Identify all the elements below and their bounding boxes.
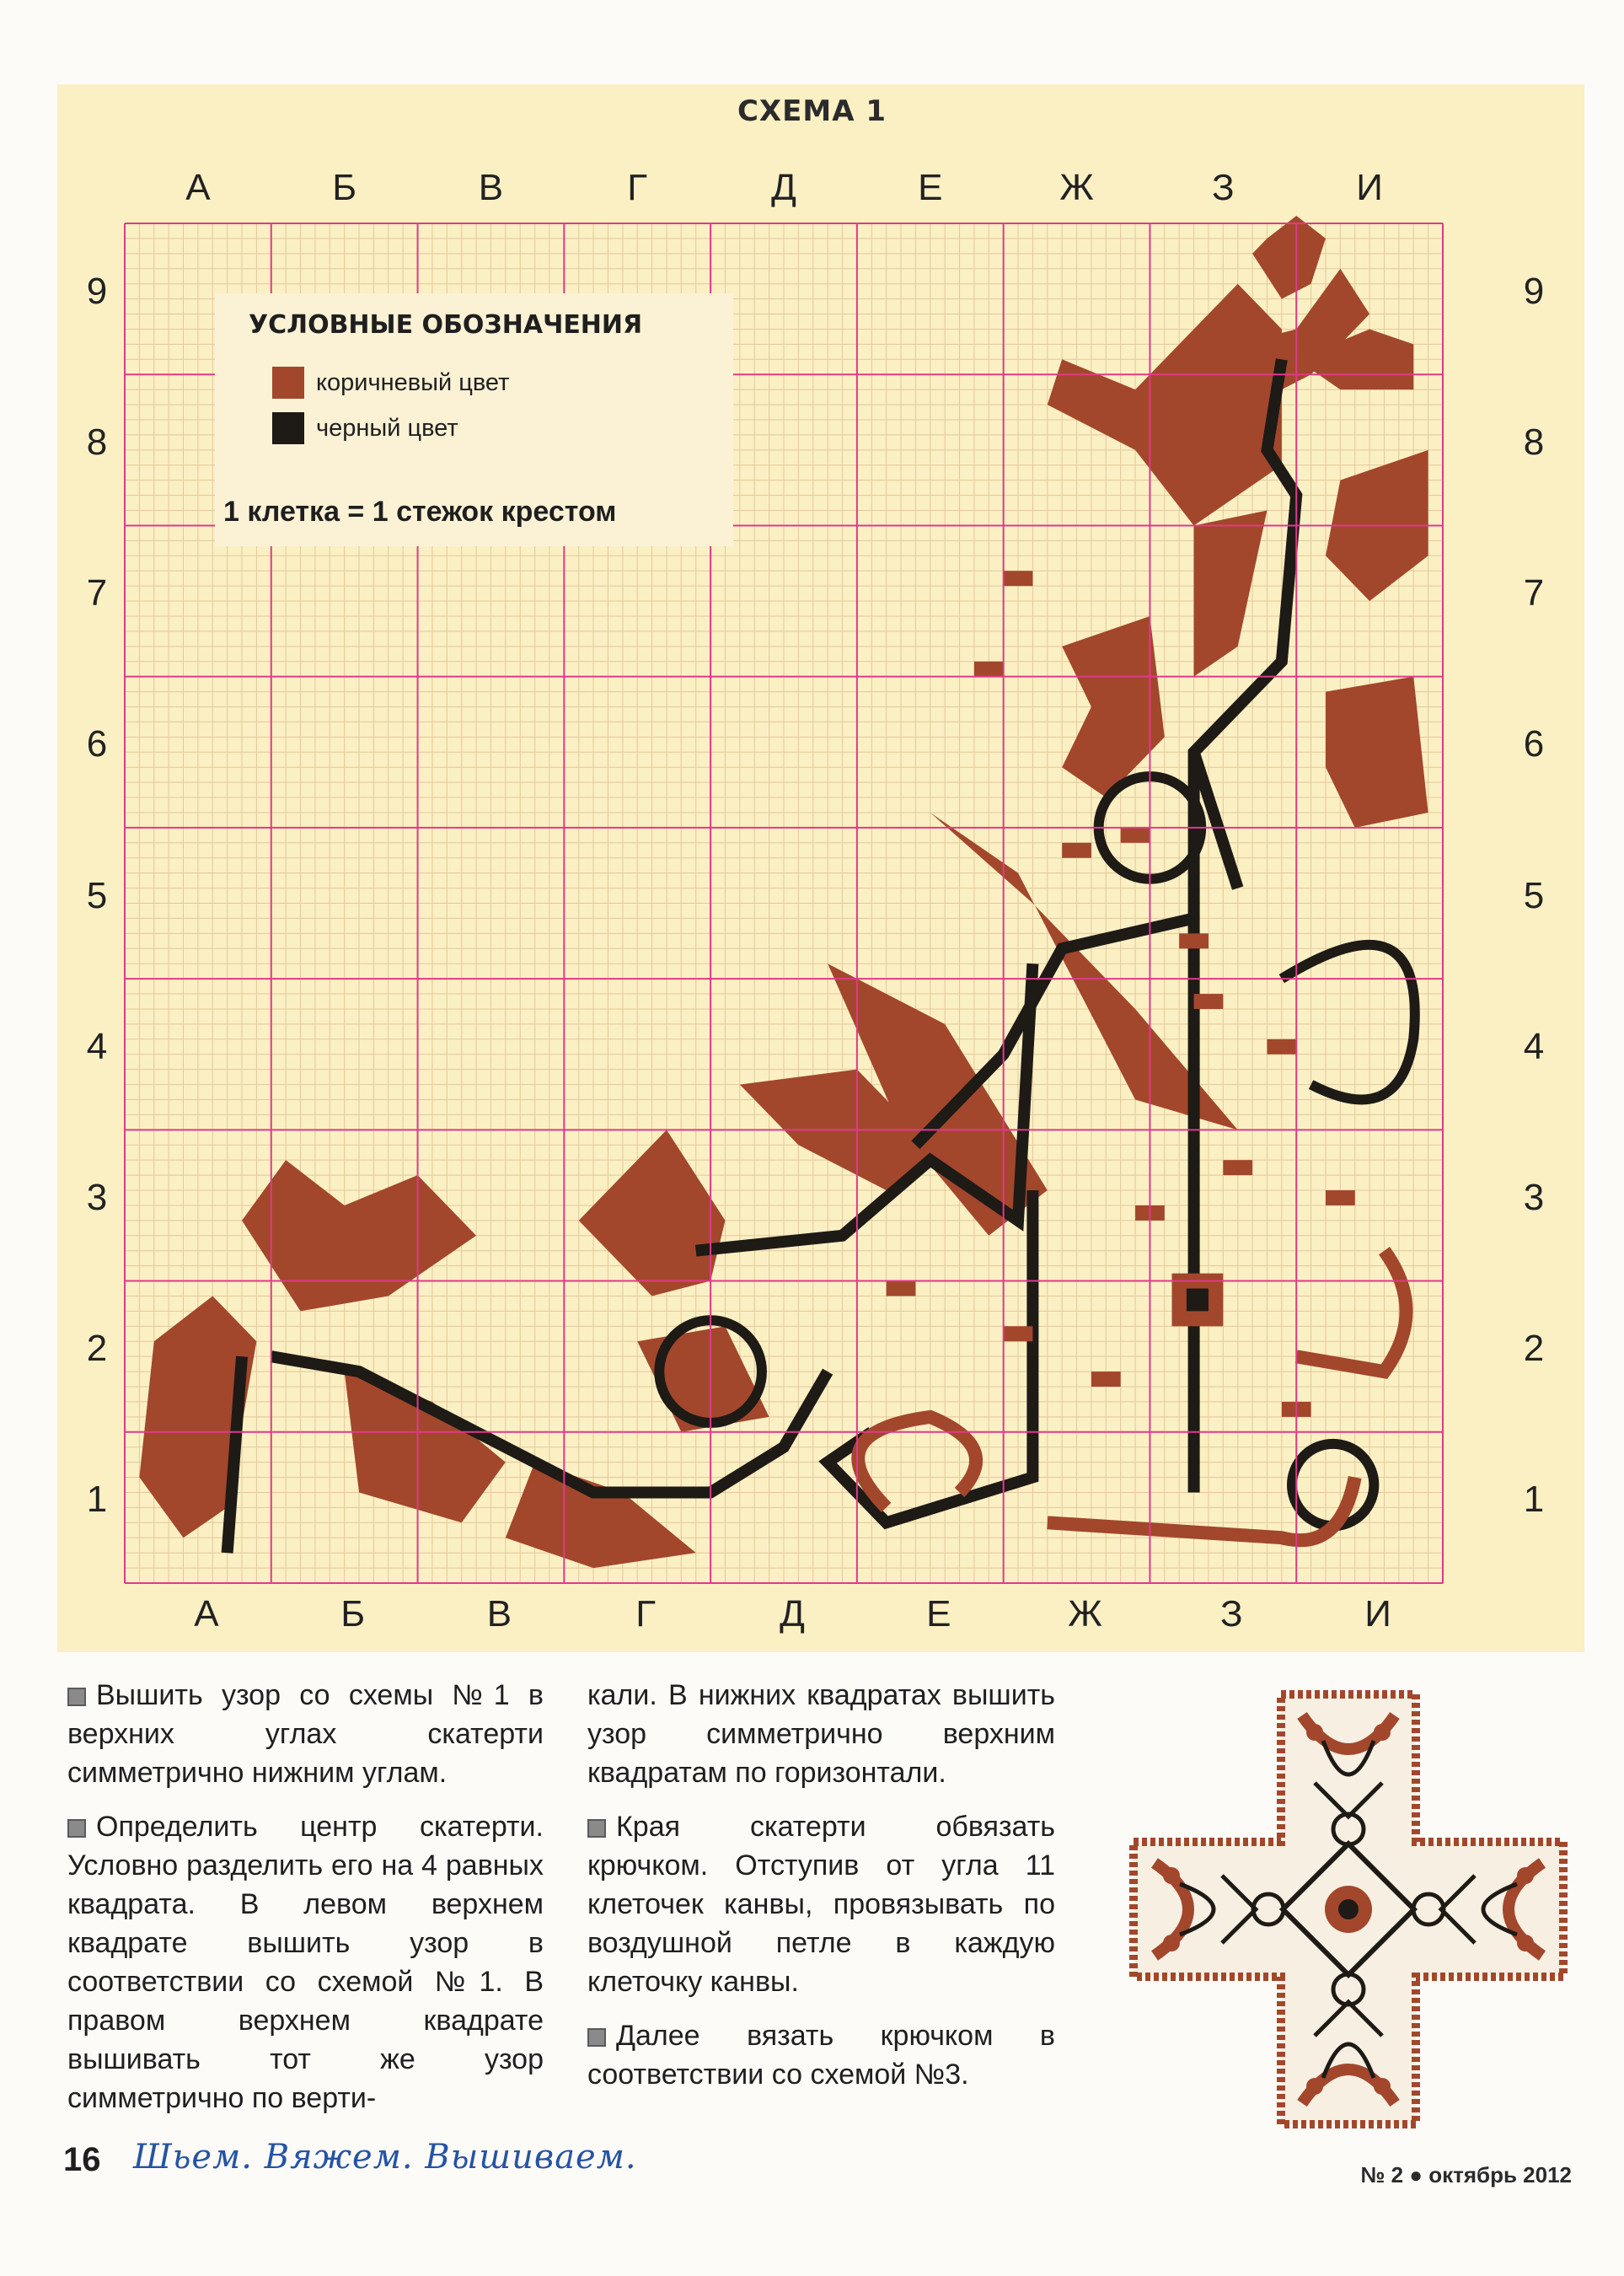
column-label-bottom: И [1364,1593,1391,1635]
legend-label-brown: коричневый цвет [316,368,510,396]
column-label-bottom: А [194,1593,219,1635]
column-label-bottom: З [1220,1593,1243,1635]
brown-stitch [1121,828,1150,843]
column-label-top: Ж [1059,167,1094,208]
row-label-left: 7 [86,572,108,615]
preview-bud [1374,1724,1391,1741]
preview-bud [1163,1867,1180,1884]
square-bullet-icon [587,1819,606,1838]
brown-stitch [1062,843,1091,858]
brown-stitch [1267,1039,1296,1055]
legend-title: УСЛОВНЫЕ ОБОЗНАЧЕНИЯ [249,310,643,340]
row-label-left: 8 [86,421,108,463]
instruction-paragraph: Далее вязать крючком в соответствии со схемой №3. [587,2020,1055,2091]
scheme-title: СХЕМА 1 [737,94,887,128]
column-label-bottom: Б [340,1593,366,1635]
black-swatch [272,412,304,444]
legend-item-black [272,411,458,445]
row-label-right: 3 [1523,1176,1545,1218]
page-number: 16 [63,2141,101,2178]
row-label-right: 4 [1523,1025,1545,1067]
column-label-top: В [478,167,504,208]
row-label-left: 3 [86,1176,108,1218]
row-label-left: 5 [86,874,108,916]
row-label-left: 4 [86,1025,108,1067]
leaf-v-low [506,1463,696,1568]
top-bud [1252,216,1326,299]
ring-z [1292,1444,1374,1526]
column-label-bottom: Ж [1068,1593,1102,1635]
square-bullet-icon [587,2028,606,2047]
legend [215,293,733,546]
row-label-left: 9 [86,270,108,312]
brown-stitch [1179,933,1209,948]
square-bullet-icon [67,1688,86,1706]
star-center [1187,1289,1209,1312]
instruction-paragraph: Определить центр скатерти. Условно разделить его на 4 равных квадрата. В левом верхнем квадрате вышить узор в соответствии со схемой №1. В правом верхнем квадрате вышивать тот же узор симметрично по верти- [67,1811,544,2114]
column-label-top: Д [771,167,796,208]
preview-bud [1517,1867,1534,1884]
leaf-b-low [345,1372,506,1522]
column-label-top: Б [332,167,357,208]
preview-bud [1374,2078,1391,2095]
preview-bud [1306,1724,1323,1741]
column-label-top: Е [918,167,943,208]
brown-stitch [1326,1190,1355,1205]
row-label-right: 2 [1523,1328,1545,1370]
brown-stitch [1209,571,1238,586]
curl-leaf-6 [1194,511,1268,677]
scroll-4 [1282,945,1415,1100]
instructions-right-column [587,1676,1055,2109]
row-label-right: 6 [1523,723,1545,765]
row-label-left: 1 [86,1479,108,1521]
column-label-top: З [1212,167,1235,208]
row-label-right: 5 [1523,874,1545,916]
legend-rule: 1 клетка = 1 стежок крестом [223,496,617,528]
column-label-bottom: В [486,1593,512,1635]
preview-bud [1306,2078,1323,2095]
instruction-paragraph: Вышить узор со схемы №1 в верхних углах скатерти симметрично нижним углам. [67,1679,544,1789]
legend-item-brown [272,366,509,400]
brown-stitch [1223,1160,1252,1175]
brown-swatch [272,367,304,399]
column-label-top: Г [627,167,648,208]
column-label-bottom: Г [635,1593,657,1635]
brown-stitch [1091,1372,1121,1387]
row-label-right: 7 [1523,572,1545,615]
row-label-left: 2 [86,1328,108,1370]
row-label-right: 9 [1523,270,1545,312]
column-label-top: А [185,167,211,208]
row-label-right: 1 [1523,1479,1545,1521]
instruction-paragraph: Края скатерти обвязать крючком. Отступив от угла 11 клеточек канвы, провязывать по воздушной петле в каждую клеточку канвы. [587,1811,1055,1998]
brown-stitch [1004,571,1033,586]
brown-stitch [1004,1326,1033,1341]
preview-bud [1163,1935,1180,1951]
right-leaf-5 [1326,677,1428,828]
brown-stitch [887,1281,916,1296]
instructions-left-column [67,1676,544,2133]
preview-center-dot [1338,1899,1359,1919]
legend-label-black: черный цвет [316,414,458,442]
row-label-left: 6 [86,723,108,765]
tablecloth-preview-image [1125,1677,1572,2141]
bottom-brown-line [1048,1478,1355,1541]
column-label-bottom: Д [780,1593,805,1635]
brown-stitch [1194,994,1224,1009]
brown-stitch [974,662,1004,677]
magazine-title: Шьем. Вяжем. Вышиваем. [133,2138,637,2177]
issue-info: № 2 ● октябрь 2012 [1360,2162,1572,2187]
row-label-right: 8 [1523,421,1545,463]
tulip-flower-g [579,1130,726,1296]
instruction-paragraph: кали. В нижних квадратах вышить узор симметрично верхним квадратам по горизонтали. [587,1679,1055,1789]
column-label-bottom: Е [926,1593,951,1635]
column-label-top: И [1356,167,1383,208]
preview-bud [1517,1935,1534,1951]
square-bullet-icon [67,1819,86,1838]
